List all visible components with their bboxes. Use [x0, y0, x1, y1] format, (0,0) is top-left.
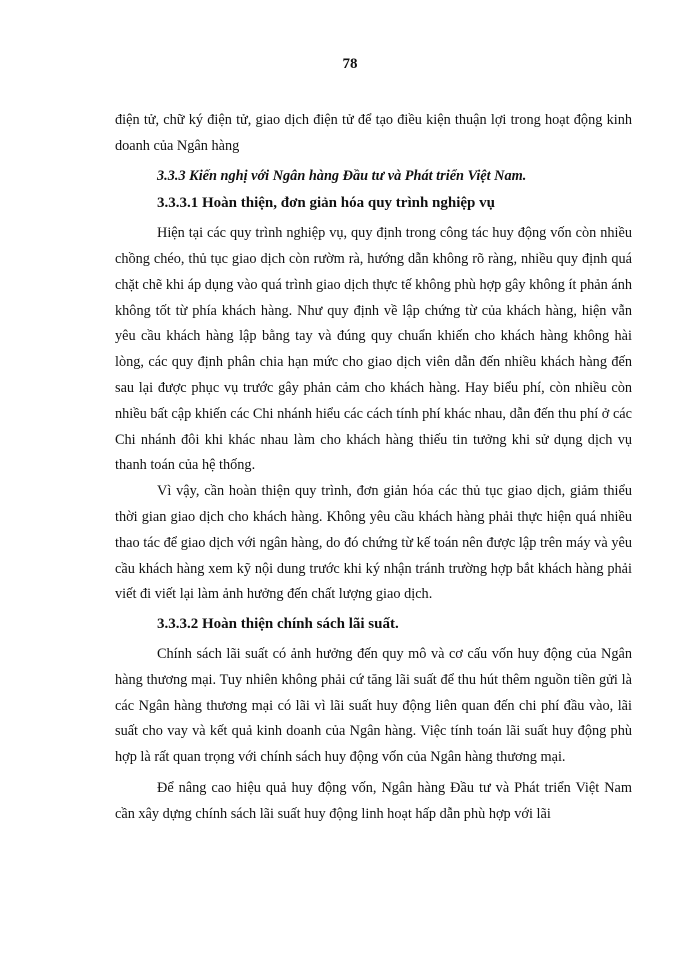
section-heading: 3.3.3 Kiến nghị với Ngân hàng Đầu tư và Phát triển Việt Nam. — [157, 167, 527, 184]
subsection-1-paragraph-2: Vì vậy, cần hoàn thiện quy trình, đơn giản hóa các thủ tục giao dịch, giảm thiểu thời gian giao dịch cho khách hàng. Không yêu cầu khách hàng phải thực hiện quá nhiều thao tác để giao dịch với ngân hàng, do đó chứng từ kế toán nên được lập trên máy và yêu cầu khách hàng xem kỹ nội dung trước khi ký nhận tránh trường hợp bắt khách hàng phải viết đi viết lại làm ảnh hưởng đến chất lượng giao dịch. — [115, 483, 632, 603]
page-number: 78 — [342, 56, 358, 72]
continuation-paragraph: điện tử, chữ ký điện tử, giao dịch điện tử để tạo điều kiện thuận lợi trong hoạt động kinh doanh của Ngân hàng — [115, 112, 632, 154]
subsection-1-paragraph-1: Hiện tại các quy trình nghiệp vụ, quy định trong công tác huy động vốn còn nhiều chồng chéo, thủ tục giao dịch còn rườm rà, hướng dẫn không rõ ràng, nhiều quy định quá chặt chẽ khi áp dụng vào quá trình giao dịch thực tế không phù hợp gây không ít phản ánh không tốt từ phía khách hàng. Như quy định về lập chứng từ của khách hàng, hiện vẫn yêu cầu khách hàng lập bằng tay và đúng quy chuẩn khiến cho khách hàng không hài lòng, các quy định phân chia hạn mức cho giao dịch viên dẫn đến nhiều khách hàng đến sau lại được phục vụ trước gây phản cảm cho khách hàng. Hay biểu phí, còn nhiều còn nhiều bất cập khiến các Chi nhánh hiểu các cách tính phí khác nhau, dẫn đến thu phí ở các Chi nhánh đôi khi khác nhau làm cho khách hàng thiếu tin tưởng khi sử dụng dịch vụ thanh toán của hệ thống. — [115, 225, 632, 474]
subsection-1-heading: 3.3.3.1 Hoàn thiện, đơn giản hóa quy trình nghiệp vụ — [157, 195, 495, 212]
subsection-2-paragraph-2: Để nâng cao hiệu quả huy động vốn, Ngân hàng Đầu tư và Phát triển Việt Nam cần xây dựng chính sách lãi suất huy động linh hoạt hấp dẫn phù hợp với lãi — [115, 779, 632, 822]
subsection-2-paragraph-1: Chính sách lãi suất có ảnh hưởng đến quy mô và cơ cấu vốn huy động của Ngân hàng thương mại. Tuy nhiên không phải cứ tăng lãi suất để thu hút thêm nguồn tiền gửi là các Ngân hàng thương mại có lãi vì lãi suất huy động liên quan đến chi phí đầu vào, lãi suất cho vay và kết quả kinh doanh của Ngân hàng. Việc tính toán lãi suất huy động phù hợp là rất quan trọng với chính sách huy động vốn của Ngân hàng thương mại. — [115, 645, 632, 766]
subsection-2-heading: 3.3.3.2 Hoàn thiện chính sách lãi suất. — [157, 616, 399, 633]
document-body — [115, 108, 632, 828]
